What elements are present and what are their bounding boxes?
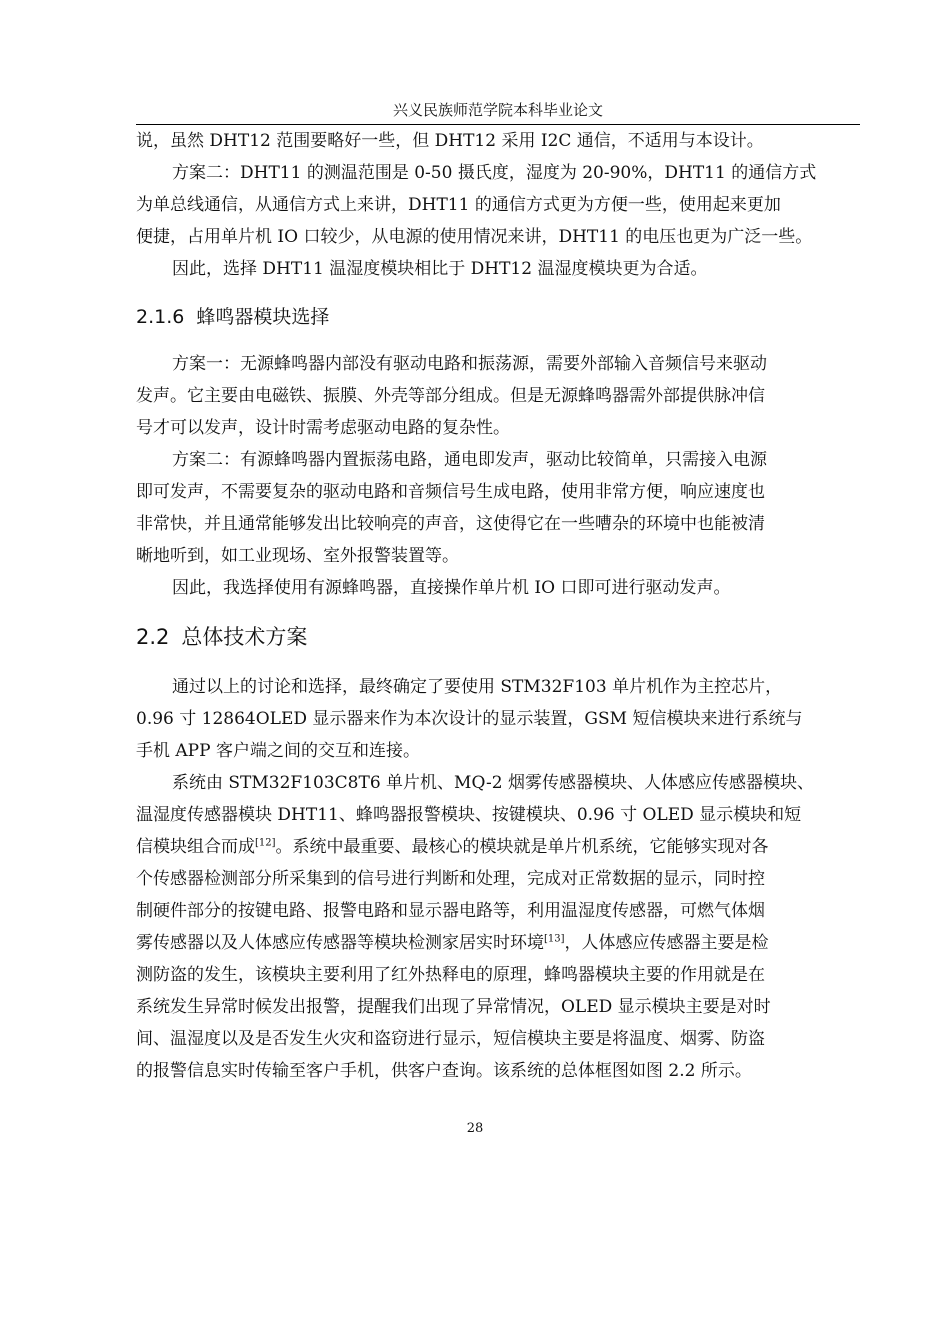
- body-line: 方案二：有源蜂鸣器内置振荡电路，通电即发声，驱动比较简单，只需接入电源: [172, 450, 767, 470]
- body-text: 雾传感器以及人体感应传感器等模块检测家居实时环境: [136, 933, 544, 953]
- section-number: 2.2: [136, 625, 170, 649]
- body-line: 系统由 STM32F103C8T6 单片机、MQ-2 烟雾传感器模块、人体感应传感器模块、: [172, 773, 814, 793]
- page-header-title: 兴义民族师范学院本科毕业论文: [392, 101, 603, 119]
- body-line: 说，虽然 DHT12 范围要略好一些，但 DHT12 采用 I2C 通信，不适用与本设计。: [136, 131, 764, 151]
- body-line: 通过以上的讨论和选择，最终确定了要使用 STM32F103 单片机作为主控芯片，: [172, 677, 783, 697]
- body-line: 系统发生异常时候发出报警，提醒我们出现了异常情况，OLED 显示模块主要是对时: [136, 997, 771, 1017]
- citation-ref: [13]: [544, 933, 565, 945]
- page-number: 28: [466, 1121, 484, 1136]
- body-text: ，人体感应传感器主要是检: [564, 933, 769, 953]
- section-title: 蜂鸣器模块选择: [196, 306, 330, 328]
- body-line: 因此，选择 DHT11 温湿度模块相比于 DHT12 温湿度模块更为合适。: [172, 259, 708, 279]
- body-line: 方案二：DHT11 的测温范围是 0-50 摄氏度，湿度为 20-90%，DHT11 的通信方式: [172, 163, 817, 183]
- body-line: 发声。它主要由电磁铁、振膜、外壳等部分组成。但是无源蜂鸣器需外部提供脉冲信: [136, 386, 765, 406]
- body-line: 便捷，占用单片机 IO 口较少，从电源的使用情况来讲，DHT11 的电压也更为广泛一些。: [136, 227, 813, 247]
- body-line: 晰地听到，如工业现场、室外报警装置等。: [136, 546, 459, 566]
- body-line: [136, 932, 769, 954]
- body-line: 制硬件部分的按键电路、报警电路和显示器电路等，利用温湿度传感器，可燃气体烟: [136, 901, 765, 921]
- body-text: 。系统中最重要、最核心的模块就是单片机系统，它能够实现对各: [275, 837, 769, 857]
- body-line: 测防盗的发生，该模块主要利用了红外热释电的原理，蜂鸣器模块主要的作用就是在: [136, 965, 765, 985]
- body-line: 号才可以发声，设计时需考虑驱动电路的复杂性。: [136, 418, 510, 438]
- body-line: 为单总线通信，从通信方式上来讲，DHT11 的通信方式更为方便一些，使用起来更加: [136, 195, 781, 215]
- section-title: 总体技术方案: [181, 625, 308, 649]
- header-divider: [136, 124, 860, 125]
- body-line: 即可发声，不需要复杂的驱动电路和音频信号生成电路，使用非常方便，响应速度也: [136, 482, 765, 502]
- section-heading-2-1-6: [136, 304, 329, 330]
- body-line: 间、温湿度以及是否发生火灾和盗窃进行显示，短信模块主要是将温度、烟雾、防盗: [136, 1029, 765, 1049]
- body-line: 非常快，并且通常能够发出比较响亮的声音，这使得它在一些嘈杂的环境中也能被清: [136, 514, 765, 534]
- body-line: 因此，我选择使用有源蜂鸣器，直接操作单片机 IO 口即可进行驱动发声。: [172, 578, 731, 598]
- section-number: 2.1.6: [136, 306, 185, 328]
- body-line: 手机 APP 客户端之间的交互和连接。: [136, 741, 420, 761]
- citation-ref: [12]: [255, 837, 276, 849]
- body-line: 方案一：无源蜂鸣器内部没有驱动电路和振荡源，需要外部输入音频信号来驱动: [172, 354, 767, 374]
- body-line: 的报警信息实时传输至客户手机，供客户查询。该系统的总体框图如图 2.2 所示。: [136, 1061, 752, 1081]
- body-text: 信模块组合而成: [136, 837, 255, 857]
- body-line: 个传感器检测部分所采集到的信号进行判断和处理，完成对正常数据的显示，同时控: [136, 869, 765, 889]
- body-line: [136, 836, 769, 858]
- body-line: 温湿度传感器模块 DHT11、蜂鸣器报警模块、按键模块、0.96 寸 OLED 显示模块和短: [136, 805, 802, 825]
- section-heading-2-2: [136, 623, 307, 651]
- body-line: 0.96 寸 12864OLED 显示器来作为本次设计的显示装置，GSM 短信模块来进行系统与: [136, 709, 803, 729]
